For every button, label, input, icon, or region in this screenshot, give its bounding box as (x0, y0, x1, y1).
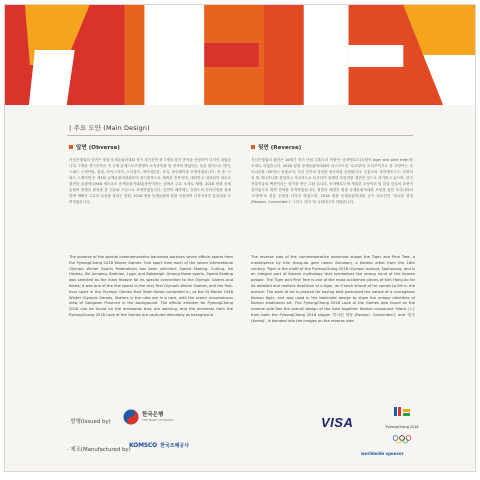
bank-of-korea-emblem-icon (123, 409, 139, 425)
reverse-column (251, 143, 413, 253)
obverse-heading: 앞면 (Obverse) (76, 145, 120, 151)
banner-shape-red-mid (204, 43, 259, 67)
olympic-rings-icon (392, 435, 412, 444)
orange-bullet-icon (251, 145, 255, 149)
banner-shape-white-right-2 (349, 45, 404, 67)
komsco-name: KOMSCO (129, 442, 158, 449)
reverse-heading: 뒷면 (Reverse) (258, 145, 302, 151)
bank-of-korea-logo (123, 409, 173, 425)
komsco-korean-name: 한국조폐공사 (160, 443, 190, 449)
reverse-korean-text: 기념은행권의 뒷면은 18세기 후기 단원 김홍도의 작품인 '송하맹호도(호랑이 tiger and pine tree)'를 소재로 하였습니다. 2018 평창 동계올림픽대회의 마스코트인 '수호랑'의 모티브이기도 한 호랑이는 우리나라를 대표하는 동물로서, 우리 민족의 강인한 정신력을 상징합니다. 김홍도의 '송하맹호도'는 호랑이의 털 하나하나를 정밀하고 사실적으로 묘사하여 물체한 호랑이를 재현한 것으로 평가받고 있으며, 한국 전통미술의 백중이라는 평가를 받는 그림 입니다. 송하맹호도에 세밀한 호랑이의 털 한올 한올의 표현이 살아있도록 화면 전체를 부여하였습니다. 뒷면의 배경은 평창 동계올림픽대회 모양을 통한 우리나라의 '오방색'과 전통 문양을 디자인 하였으며, 2018 평창 동계올림픽대회 공식 슬로건인 '하나된 열정(Passion. Connected.)' 그리고 '한국'을 나타내고자 하였습니다. (251, 158, 413, 204)
reverse-heading-row (251, 143, 413, 151)
bank-of-korea-name: 한국은행 (142, 412, 164, 418)
pyeongchang-label: PyeongChang 2018 (385, 425, 419, 429)
obverse-korean-text: 기념은행권의 앞면은 평창 동계올림픽대회 정식 경기종목 중 7개의 경기 종목을 선정하여 디자인 하였습니다. 7개의 경기종목은 각 국제 동계스포츠연맹이 소속종목을 한 종목씩 받았다는 것을 원칙으로 하여, 스피드 스케이팅, 컬링, 아이스하키, 스키점프, 바이애슬론, 루지, 봅슬레이를 선정하였습니다. 이 중 '스피드 스케이팅'은 제1회 동계올림픽대회부터 정식종목으로 채택된 종목이며, 대한민국 대표팀이 최초로 출전한 올림픽(1948 생모리츠 동계올림픽대회)종목이라는 점에서 주요 소재로 채택, 2018 평창 동계올림픽 경쟁을 완성을 한 선수와 모습으로 표현하였습니다. 앞면의 배경에는 강원도의 산악지형을 섬세하게 재해석 고유의 특성을 살리는 한편, 2018 평창 동계올림픽 휘장 적용하여 디자인적인 통일성을 부여하였습니다. (69, 158, 231, 204)
orange-bullet-icon (69, 145, 73, 149)
manufactured-by-label: · 제조(Manufactured by) (67, 447, 131, 453)
banner-shape-white-left (29, 50, 75, 105)
obverse-column (69, 143, 231, 253)
pyeongchang-2018-logo (377, 405, 427, 448)
obverse-english-text: The obverse of the special commemorative banknote portrays seven official sports from the PyeongChang 2018 Winter Games. One sport from each of the seven International Olympic Winter Sports Federations has been selected: Speed Skating, Curling, Ice Hockey, Ski Jumping, Biathlon, Luge, and Bobsleigh. Among these sports, Speed Skating was selected as the main feature for its special connection to the Olympic Games and Korea; it was one of the few sports in the very first Olympic Winter Games, and the first-ever sport in the Olympic Games that Team Korea competed in, at the St Moritz 1948 Winter Olympic Games. Skaters in the note are in a race, with the scenic mountainous view of Gangwon Province in the background. The official emblem for PyeongChang 2018 can be found on the armbands they are wearing, and the elements from the PyeongChang 2018 Look of the Games are captured delicately as background. (69, 255, 233, 317)
komsco-logo (129, 442, 189, 449)
section-divider (67, 135, 413, 136)
banner-shape-white-right-1 (304, 5, 349, 105)
header-banner-artwork (5, 5, 475, 105)
pyeongchang-emblem-icon (391, 405, 413, 421)
obverse-heading-row (69, 143, 231, 151)
reverse-english-text: The reverse side of the commemorative banknote shows the Tiger and Pine Tree, a masterpiece by Kim Hong-do (pen name: Danwon), a Korean artist from the 18th century. Tiger is the motif of the PyeongChang 2018 Olympic mascot, Soohorang, and is an integral part of Korean mythology that symbolises the strong mind of the Korean people. The Tiger and Pine Tree is one of the most acclaimed pieces of Kim Hong-do for its detailed and realistic depiction of a tiger, as if each strand of fur comes to life in the picture. The work of art is praised for having best portrayed the nature of a courageous Korean tiger, and was used in the banknote design to show the unique identities of Korean traditional art. The PyeongChang 2018 Look of the Games also found on the reverse side ties the overall design of the note together. Korean consonant 'Hieut (ㅎ)' from both the PyeongChang 2018 slogan '하나된 열정 (Passion. Connected.)' and '한국 (Korea)', is blended into the images on the reverse side. (251, 255, 415, 323)
document-page (4, 4, 476, 472)
bank-of-korea-subtitle: THE BANK OF KOREA (142, 418, 174, 422)
worldwide-sponsor-label: worldwide sponsor (361, 451, 404, 456)
visa-logo: VISA (321, 415, 354, 430)
section-title: | 주요 도안 (Main Design) (69, 124, 150, 132)
issued-by-label: · 발행(Issued by) (67, 419, 111, 425)
